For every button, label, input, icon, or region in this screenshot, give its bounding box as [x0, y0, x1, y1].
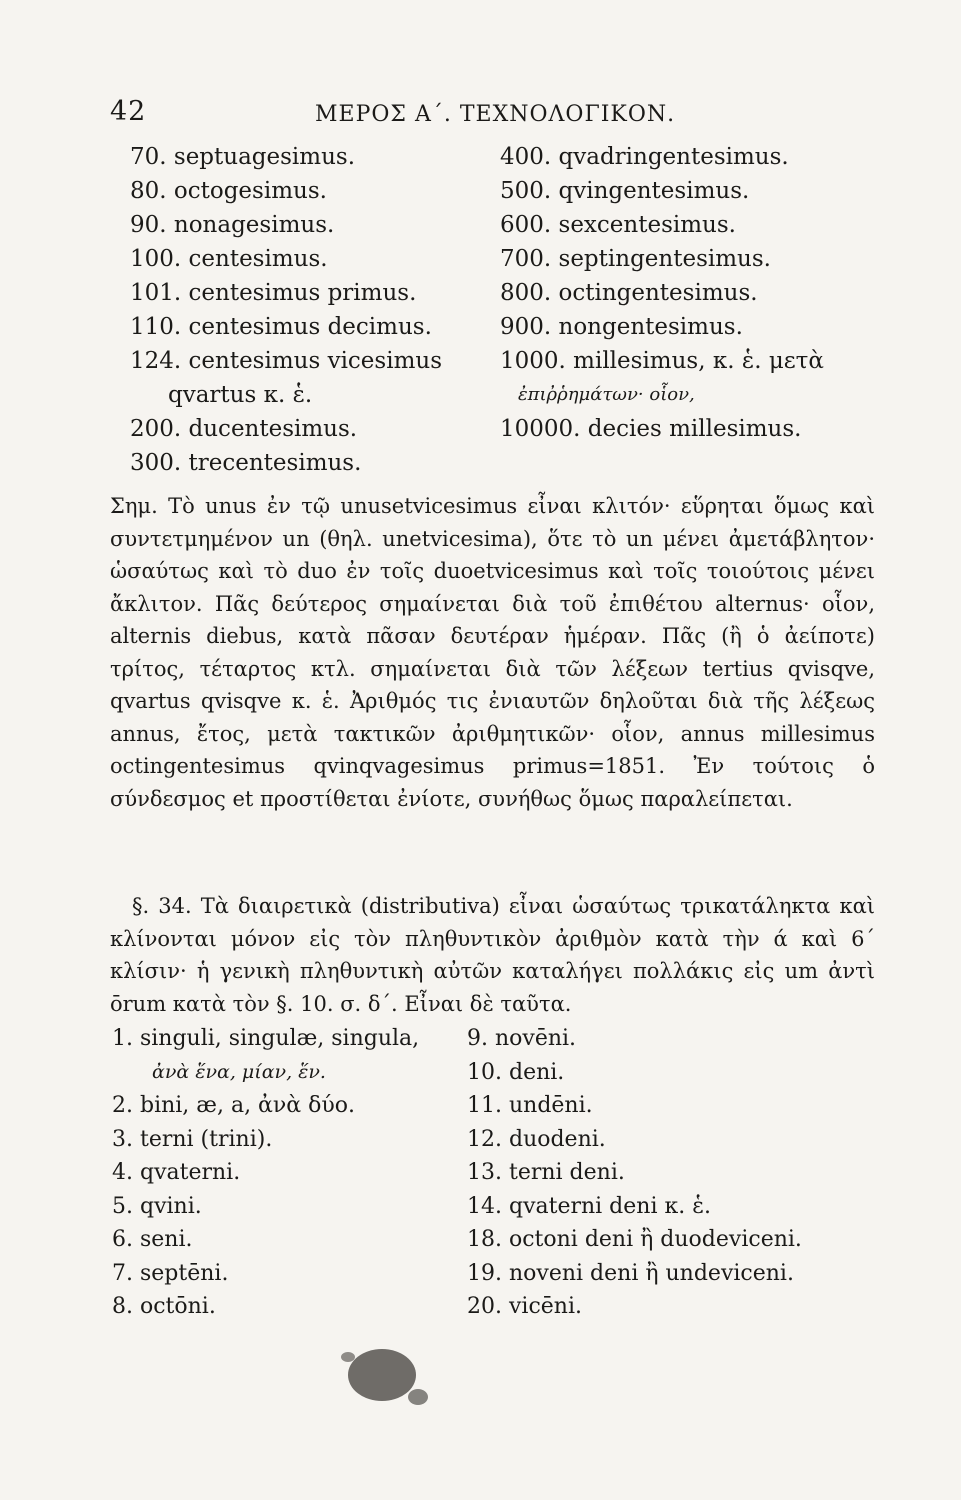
distributive-row: 19. noveni deni ἢ undeviceni. — [467, 1260, 794, 1286]
distributive-row: 4. qvaterni. — [112, 1160, 241, 1185]
distributive-row: 14. qvaterni deni κ. ἑ. — [467, 1193, 712, 1219]
page-header — [110, 96, 870, 136]
note-paragraph: Σημ. Τὸ unus ἐν τῷ unusetvicesimus εἶναι κλιτόν· εὕρηται ὅμως καὶ συντετμημένον un (θηλ. unetvicesima), ὅτε τὸ un μένει ἀμετάβλητον· ὡσαύτως καὶ τὸ duo ἐν τοῖς duoetvicesimus καὶ τοῖς τοιούτοις μένει ἄκλιτον. Πᾶς δεύτερος σημαίνεται διὰ τοῦ ἐπιθέτου alternus· οἷον, alternis diebus, κατὰ πᾶσαν δευτέραν ἡμέραν. Πᾶς (ἢ ὁ ἀείποτε) τρίτος, τέταρτος κτλ. σημαίνεται διὰ τῶν λέξεων tertius qvisqve, qvartus qvisqve κ. ἑ. Ἀριθμός τις ἐνιαυτῶν δηλοῦται διὰ τῆς λέξεως annus, ἔτος, μετὰ τακτικῶν ἀριθμητικῶν· οἷον, annus millesimus octingentesimus qvinqvagesimus primus=1851. Ἐν τούτοις ὁ σύνδεσμος et προστίθεται ἐνίοτε, συνήθως ὅμως παραλείπεται. — [110, 494, 875, 811]
ordinal-row: 900. nongentesimus. — [500, 314, 743, 340]
ink-stain-drop — [341, 1352, 355, 1362]
ink-stain — [330, 1335, 440, 1420]
distributive-row: 5. qvini. — [112, 1193, 202, 1219]
distributive-row: 7. septēni. — [112, 1260, 229, 1286]
ordinal-column-right — [500, 140, 860, 446]
section-34-paragraph: §. 34. Τὰ διαιρετικὰ (distributiva) εἶναι ὡσαύτως τρικατάληκτα καὶ κλίνονται μόνον εἰς τὸν πληθυντικὸν ἀριθμὸν κατὰ τὴν ά καὶ 6΄ κλίσιν· ἡ γενικὴ πληθυντικὴ αὐτῶν καταλήγει πολλάκις εἰς um ἀντὶ ōrum κατὰ τὸν §. 10. σ. δ΄. Εἶναι δὲ ταῦτα. — [110, 894, 875, 1016]
ordinal-column-left — [130, 140, 490, 480]
distributive-row: 12. duodeni. — [467, 1126, 606, 1152]
ordinal-row-continuation: qvartus κ. ἑ. — [168, 382, 313, 408]
section-34-block — [110, 890, 875, 1020]
ordinal-row: 101. centesimus primus. — [130, 280, 417, 306]
ordinal-row: 90. nonagesimus. — [130, 212, 335, 238]
ordinal-row: 500. qvingentesimus. — [500, 178, 750, 204]
distributive-row: 3. terni (trini). — [112, 1126, 273, 1152]
ordinal-row: 300. trecentesimus. — [130, 450, 362, 476]
distributive-row: 11. undēni. — [467, 1093, 593, 1118]
distributive-row: 9. novēni. — [467, 1026, 577, 1051]
ordinal-row: 110. centesimus decimus. — [130, 314, 432, 340]
distributive-column-right — [467, 1022, 867, 1324]
ink-stain-drop — [408, 1389, 428, 1405]
ordinal-row: 600. sexcentesimus. — [500, 212, 736, 238]
distributive-column-left — [112, 1022, 462, 1324]
ink-stain-blot — [348, 1349, 416, 1401]
distributive-row: 20. vicēni. — [467, 1294, 582, 1319]
distributive-row: 10. deni. — [467, 1059, 565, 1085]
ordinal-row: 1000. millesimus, κ. ἑ. μετὰ — [500, 348, 824, 374]
ordinal-row: 124. centesimus vicesimus — [130, 348, 443, 374]
distributive-row: 1. singuli, singulæ, singula, — [112, 1026, 420, 1051]
ordinal-row: 100. centesimus. — [130, 246, 328, 272]
ordinal-row: 700. septingentesimus. — [500, 246, 771, 272]
ordinal-row: 70. septuagesimus. — [130, 144, 356, 170]
running-title: ΜΕΡΟΣ Α΄. ΤΕΧΝΟΛΟΓΙΚΟΝ. — [315, 102, 676, 127]
ordinal-row: 10000. decies millesimus. — [500, 416, 802, 442]
ordinal-row: 80. octogesimus. — [130, 178, 327, 204]
distributive-row: 18. octoni deni ἢ duodeviceni. — [467, 1227, 802, 1252]
distributive-row: 6. seni. — [112, 1227, 193, 1252]
distributive-row: 2. bini, æ, a, ἀνὰ δύο. — [112, 1093, 355, 1118]
ordinal-row: 800. octingentesimus. — [500, 280, 758, 306]
distributive-row: 8. octōni. — [112, 1294, 216, 1319]
ordinal-numbers-table — [130, 140, 850, 500]
note-paragraph-block — [110, 490, 875, 815]
page-number: 42 — [110, 96, 147, 127]
ordinal-row: 200. ducentesimus. — [130, 416, 358, 442]
ordinal-row-continuation: ἐπιῤῥημάτων· οἷον, — [518, 384, 695, 405]
distributive-row-gloss: ἀνὰ ἕνα, μίαν, ἕν. — [152, 1060, 326, 1083]
ordinal-row: 400. qvadringentesimus. — [500, 144, 789, 170]
distributive-row: 13. terni deni. — [467, 1160, 625, 1185]
